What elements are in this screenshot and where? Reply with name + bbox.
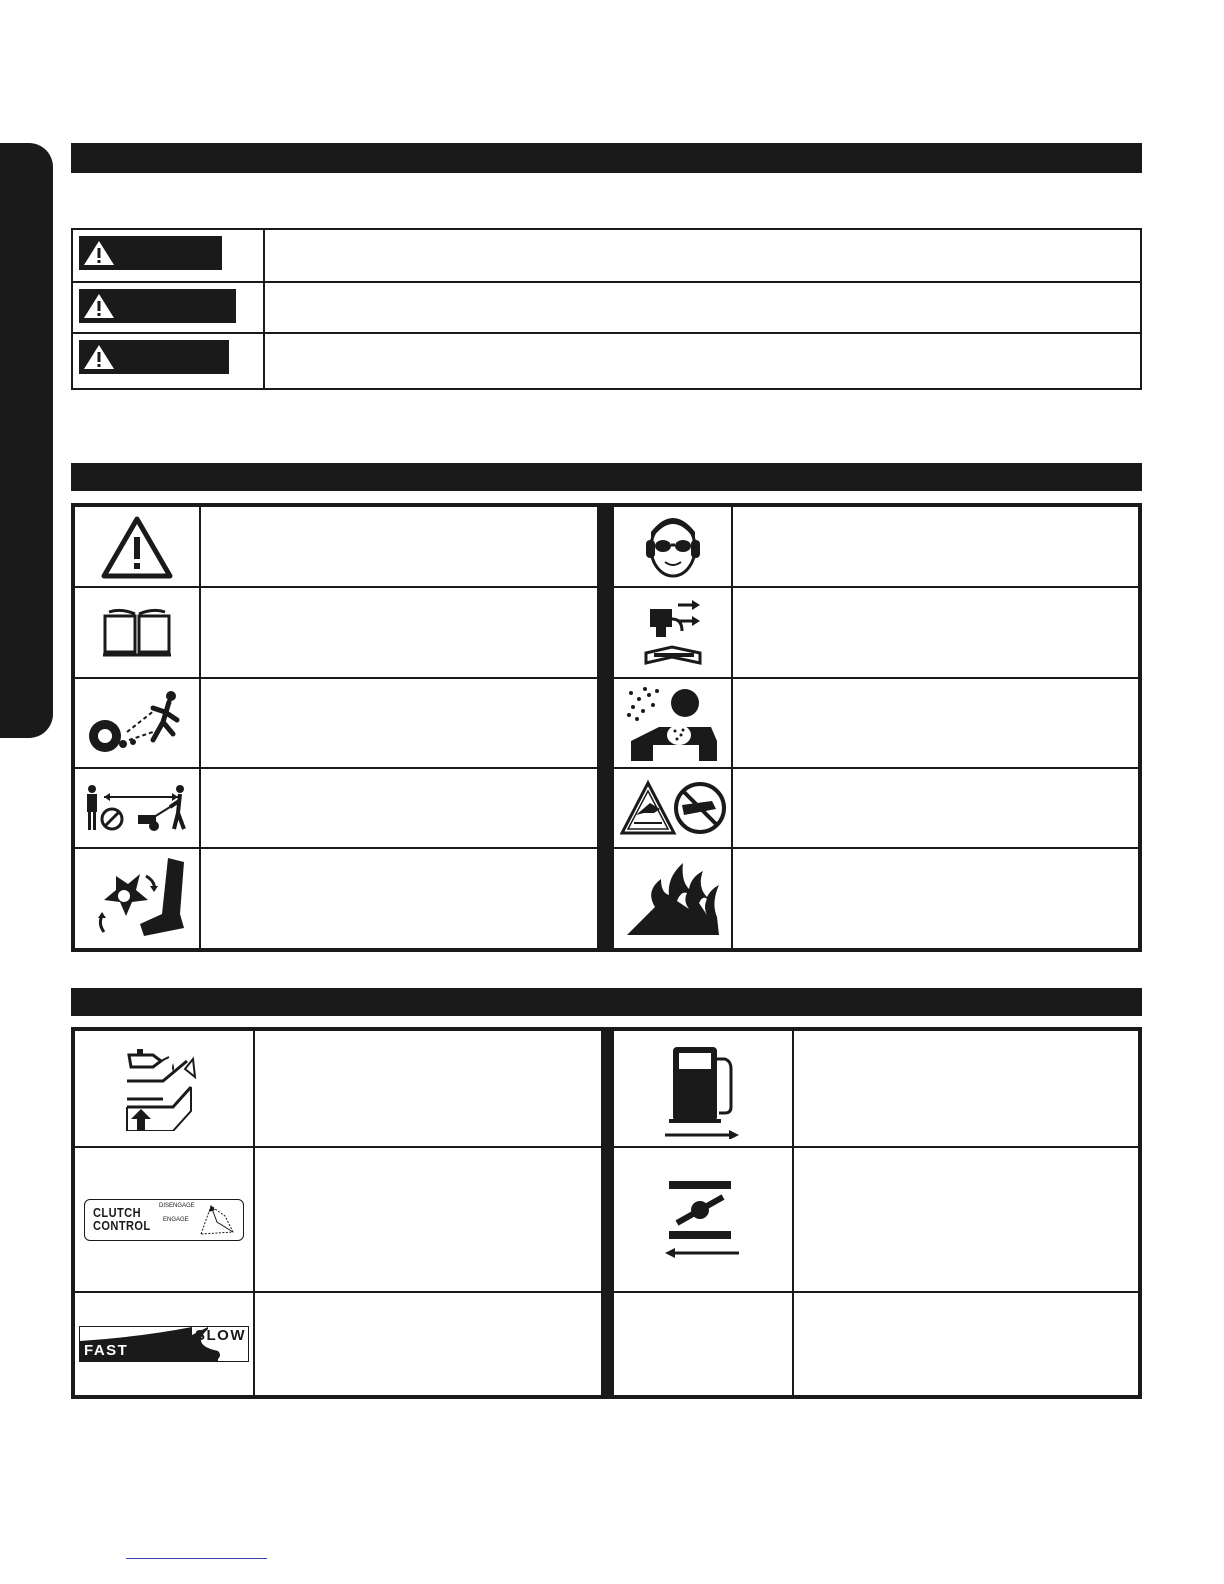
alert-triangle-icon [101, 515, 173, 579]
warning-triangle-icon [83, 240, 115, 266]
safety-symbols-left [75, 507, 597, 948]
table-row [75, 769, 597, 849]
caution-label [79, 340, 229, 374]
disengage-label: DISENGAGE [159, 1202, 195, 1209]
table-row [614, 679, 1138, 769]
warning-label [79, 289, 236, 323]
control-symbols-right [614, 1031, 1138, 1395]
column-divider [601, 1031, 614, 1395]
table-row [73, 332, 1140, 388]
table-row [614, 507, 1138, 588]
footer-link-underline[interactable] [126, 1558, 267, 1559]
fast-label: FAST [84, 1342, 129, 1359]
table-row [614, 849, 1138, 948]
hot-surface-icon [620, 779, 726, 837]
control-symbols-left [75, 1031, 601, 1395]
table-row [73, 230, 1140, 283]
table-row [614, 588, 1138, 679]
column-divider [597, 507, 614, 948]
throttle-speed-icon [79, 1326, 249, 1362]
read-manual-icon [101, 608, 173, 658]
eye-ear-protection-icon [645, 514, 701, 580]
toxic-fumes-icon [625, 685, 721, 761]
keep-bystanders-away-icon [84, 783, 190, 833]
table-row [75, 1293, 601, 1395]
section-header-bar [71, 143, 1142, 173]
signal-word-table [71, 228, 1142, 390]
empty-symbol-cell [614, 1293, 792, 1395]
table-row [73, 281, 1140, 334]
table-row [614, 1148, 1138, 1293]
thrown-objects-icon [85, 686, 189, 760]
warning-triangle-icon [83, 344, 115, 370]
table-row [75, 1031, 601, 1148]
table-row [614, 1031, 1138, 1148]
table-row [75, 1148, 601, 1293]
table-row [75, 507, 597, 588]
choke-icon [663, 1179, 743, 1261]
disconnect-spark-plug-icon [642, 597, 704, 669]
table-row [614, 1293, 1138, 1395]
fire-icon [625, 861, 721, 937]
slow-label: SLOW [195, 1327, 246, 1344]
section-header-bar [71, 463, 1142, 491]
table-row [75, 849, 597, 948]
table-row [75, 588, 597, 679]
clutch-lever-icon [197, 1202, 239, 1236]
danger-label [79, 236, 222, 270]
section-tab [0, 143, 53, 738]
clutch-control-icon [84, 1199, 244, 1241]
clutch-control-label: CLUTCH CONTROL [93, 1204, 151, 1233]
engage-label: ENGAGE [163, 1216, 189, 1223]
safety-symbols-table [71, 503, 1142, 952]
warning-triangle-icon [83, 293, 115, 319]
oil-fill-icon [123, 1047, 205, 1131]
table-row [614, 769, 1138, 849]
table-row [75, 679, 597, 769]
rotating-blade-foot-icon [84, 854, 190, 944]
section-header-bar [71, 988, 1142, 1016]
control-symbols-table [71, 1027, 1142, 1399]
safety-symbols-right [614, 507, 1138, 948]
fuel-pump-icon [663, 1039, 743, 1139]
